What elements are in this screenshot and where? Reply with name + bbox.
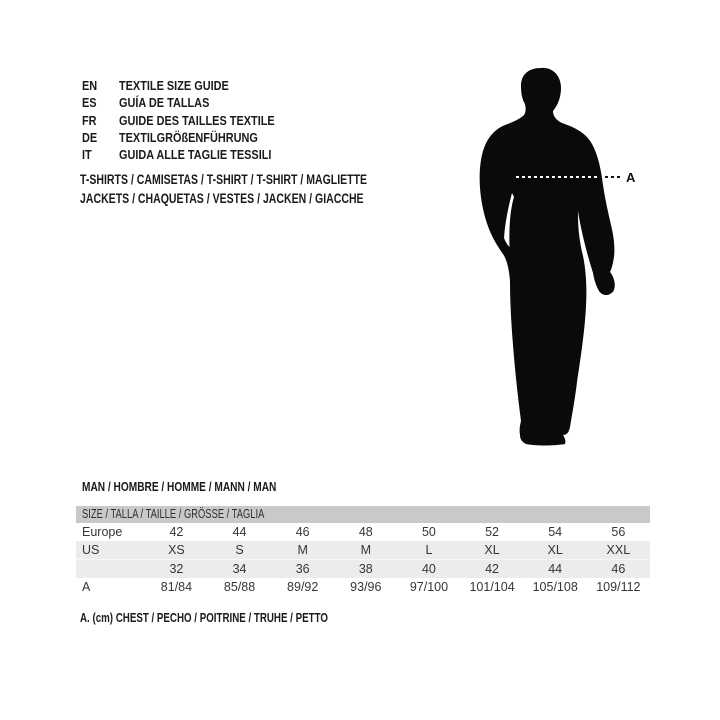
cell: 48 — [358, 525, 373, 539]
chest-measure-label: A — [626, 170, 636, 185]
cell: 52 — [485, 525, 500, 539]
cell: 89/92 — [287, 580, 319, 594]
garment-line-jackets: JACKETS / CHAQUETAS / VESTES / JACKEN / GIACCHE — [80, 191, 364, 206]
cell: 85/88 — [223, 580, 256, 594]
size-table — [76, 506, 650, 596]
cell: 46 — [295, 525, 310, 539]
language-label: GUIDA ALLE TAGLIE TESSILI — [118, 147, 272, 163]
row-label — [76, 560, 145, 579]
cell: 101/104 — [469, 580, 515, 594]
table-row-europe — [76, 523, 650, 541]
language-label: TEXTILGRÖßENFÜHRUNG — [118, 129, 258, 145]
language-label: TEXTILE SIZE GUIDE — [118, 78, 229, 93]
cell: 50 — [421, 525, 436, 539]
cell: M — [297, 543, 308, 557]
language-row — [82, 94, 275, 111]
chest-line-extension — [605, 176, 623, 178]
garment-types — [80, 170, 367, 208]
cell: XL — [484, 543, 500, 557]
cell: 81/84 — [160, 580, 193, 594]
cell: XXL — [606, 543, 631, 557]
section-title: MAN / HOMBRE / HOMME / MANN / MAN — [82, 479, 277, 494]
cell: M — [360, 543, 372, 557]
language-code: EN — [82, 78, 98, 93]
size-table-header-label: SIZE / TALLA / TAILLE / GRÖSSE / TAGLIA — [82, 507, 265, 521]
cell: 109/112 — [596, 580, 641, 594]
language-label: GUÍA DE TALLAS — [118, 95, 210, 111]
cell: L — [425, 543, 433, 557]
garment-line-tshirts: T-SHIRTS / CAMISETAS / T-SHIRT / T-SHIRT / MAGLIETTE — [80, 172, 368, 187]
size-table-grid — [76, 523, 650, 596]
language-row — [82, 146, 275, 163]
cell: 32 — [169, 562, 184, 576]
language-code: DE — [82, 129, 98, 145]
language-row — [82, 129, 275, 146]
language-row — [82, 77, 275, 94]
table-row-chest-cm — [76, 578, 650, 596]
row-label: Europe — [82, 525, 123, 539]
cell: 34 — [232, 562, 247, 576]
cell: 46 — [611, 562, 626, 576]
table-row-us — [76, 541, 650, 560]
cell: 93/96 — [350, 580, 382, 594]
size-table-header — [76, 506, 650, 523]
cell: 56 — [611, 525, 626, 539]
man-silhouette — [450, 58, 650, 453]
cell: XS — [168, 543, 185, 557]
chest-line-on-body — [516, 176, 600, 178]
cell: 36 — [295, 562, 310, 576]
language-list — [82, 77, 275, 163]
row-label: A — [82, 580, 91, 594]
cell: XL — [547, 543, 563, 557]
cell: 42 — [169, 525, 184, 539]
cell: 38 — [358, 562, 373, 576]
cell: 97/100 — [409, 580, 449, 594]
measurement-footnote: A. (cm) CHEST / PECHO / POITRINE / TRUHE / PETTO — [80, 610, 328, 625]
language-code: IT — [82, 147, 92, 163]
language-row — [82, 112, 275, 129]
cell: 40 — [421, 562, 436, 576]
language-code: ES — [82, 95, 97, 111]
cell: 42 — [485, 562, 500, 576]
cell: 54 — [548, 525, 563, 539]
language-label: GUIDE DES TAILLES TEXTILE — [118, 112, 275, 128]
cell: 44 — [548, 562, 563, 576]
cell: S — [235, 543, 244, 557]
language-code: FR — [82, 112, 97, 128]
row-label: US — [82, 543, 100, 557]
cell: 105/108 — [532, 580, 578, 594]
table-row-us-numeric — [76, 560, 650, 579]
cell: 44 — [232, 525, 247, 539]
